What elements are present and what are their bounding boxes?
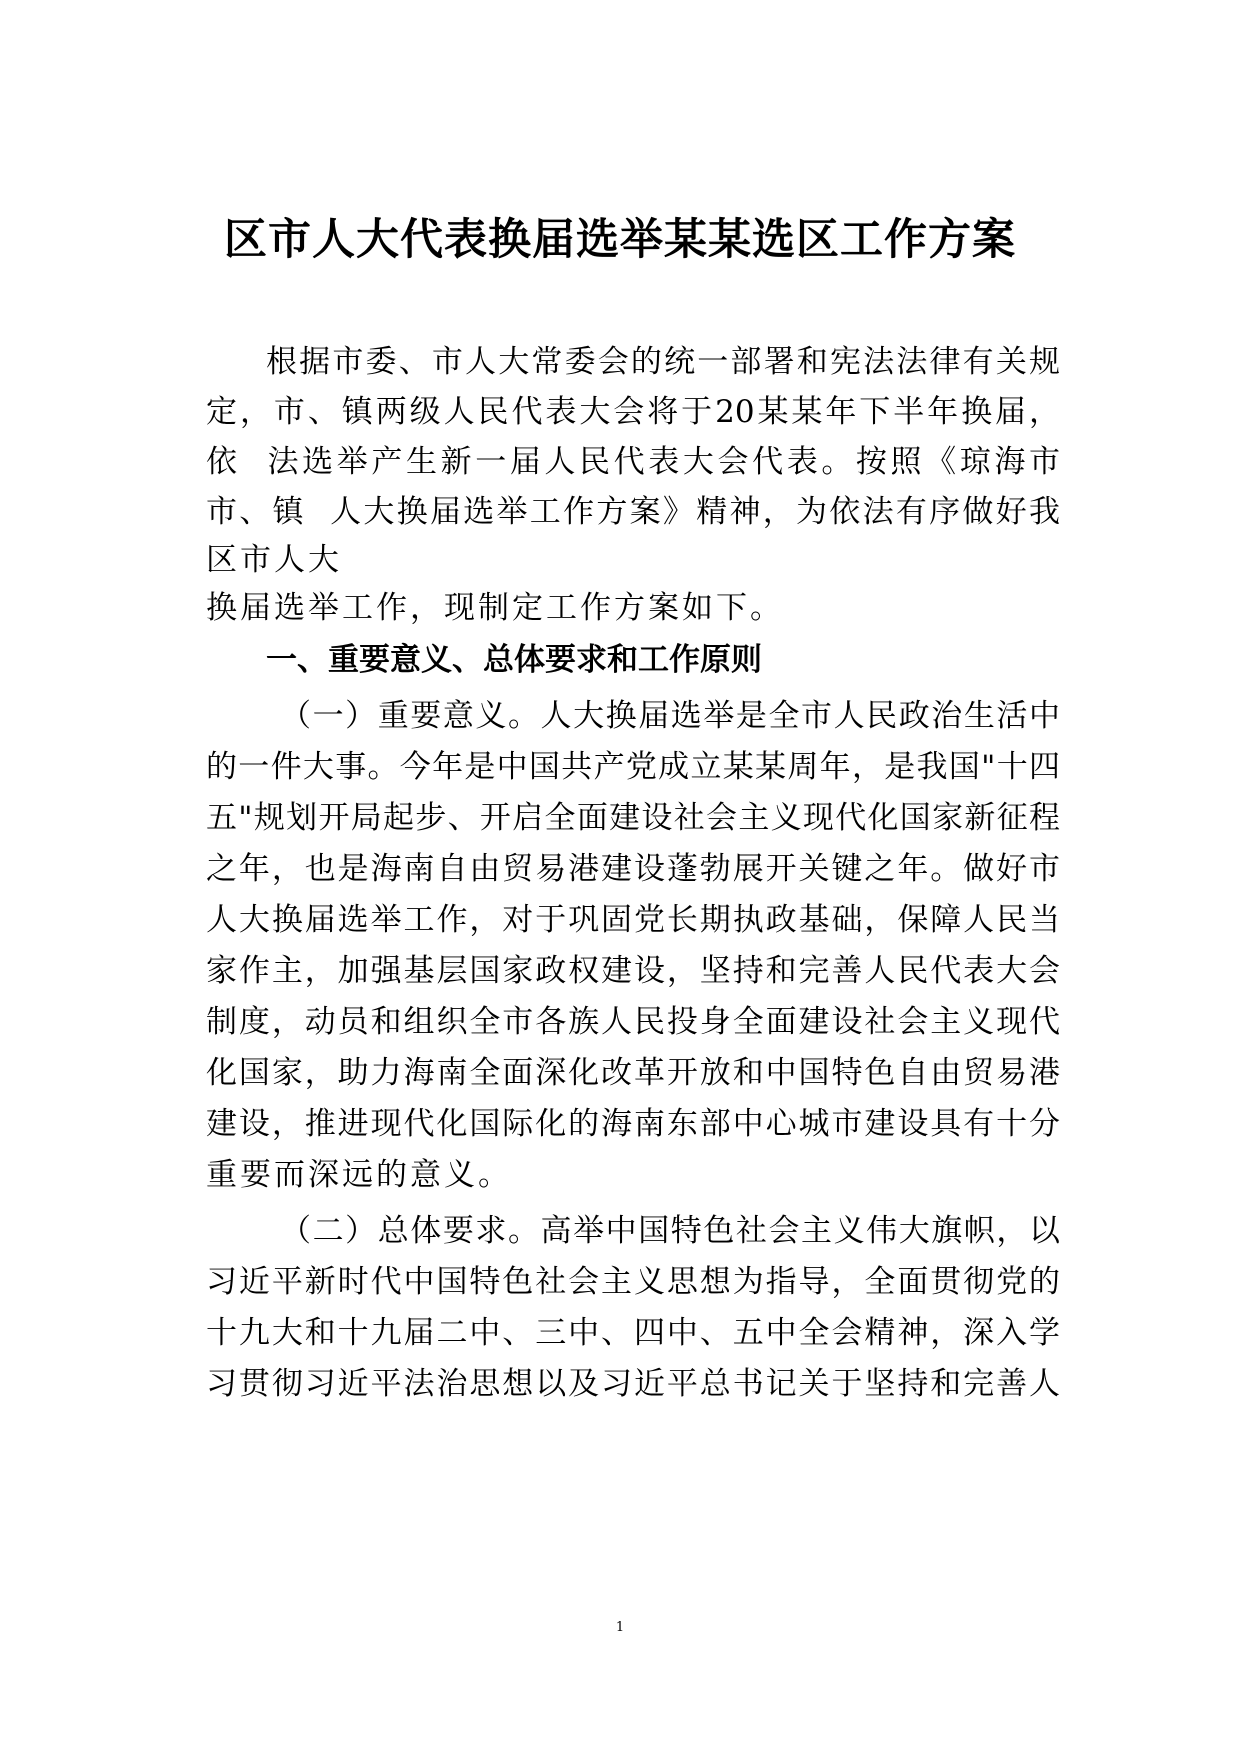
intro-line-1: 根据市委、市人大常委会的统一部署和宪法法律有关规 xyxy=(266,344,1060,380)
para1-line-6: 家作主，加强基层国家政权建设，坚持和完善人民代表大会 xyxy=(206,953,1060,989)
para1-line-8: 化国家，助力海南全面深化改革开放和中国特色自由贸易港 xyxy=(206,1055,1060,1091)
section-heading: 一、重要意义、总体要求和工作原则 xyxy=(266,642,762,678)
intro-line-2: 定，市、镇两级人民代表大会将于20某某年下半年换届， xyxy=(206,394,1060,430)
document-title: 区市人大代表换届选举某某选区工作方案 xyxy=(224,215,1016,265)
para1-line-9: 建设，推进现代化国际化的海南东部中心城市建设具有十分 xyxy=(206,1106,1060,1142)
para1-line-3: 五"规划开局起步、开启全面建设社会主义现代化国家新征程 xyxy=(206,800,1060,836)
para2-line-4: 习贯彻习近平法治思想以及习近平总书记关于坚持和完善人 xyxy=(206,1366,1060,1402)
para1-line-4: 之年，也是海南自由贸易港建设蓬勃展开关键之年。做好市 xyxy=(206,851,1060,887)
para2-line-1: （二）总体要求。高举中国特色社会主义伟大旗帜，以 xyxy=(280,1213,1060,1249)
para1-line-5: 人大换届选举工作，对于巩固党长期执政基础，保障人民当 xyxy=(206,902,1060,938)
para1-line-1: （一）重要意义。人大换届选举是全市人民政治生活中 xyxy=(280,698,1060,734)
intro-line-4: 市、镇 人大换届选举工作方案》精神，为依法有序做好我 xyxy=(206,494,1060,530)
intro-line-3: 依 法选举产生新一届人民代表大会代表。按照《琼海市 xyxy=(206,444,1060,480)
para2-line-3: 十九大和十九届二中、三中、四中、五中全会精神，深入学 xyxy=(206,1315,1060,1351)
intro-line-6: 换届选举工作，现制定工作方案如下。 xyxy=(206,590,784,626)
para2-line-2: 习近平新时代中国特色社会主义思想为指导，全面贯彻党的 xyxy=(206,1264,1060,1300)
page-number: 1 xyxy=(615,1620,625,1635)
para1-line-10: 重要而深远的意义。 xyxy=(206,1157,512,1193)
para1-line-7: 制度，动员和组织全市各族人民投身全面建设社会主义现代 xyxy=(206,1004,1060,1040)
para1-line-2: 的一件大事。今年是中国共产党成立某某周年，是我国"十四 xyxy=(206,749,1060,785)
intro-line-5: 区市人大 xyxy=(206,542,342,578)
